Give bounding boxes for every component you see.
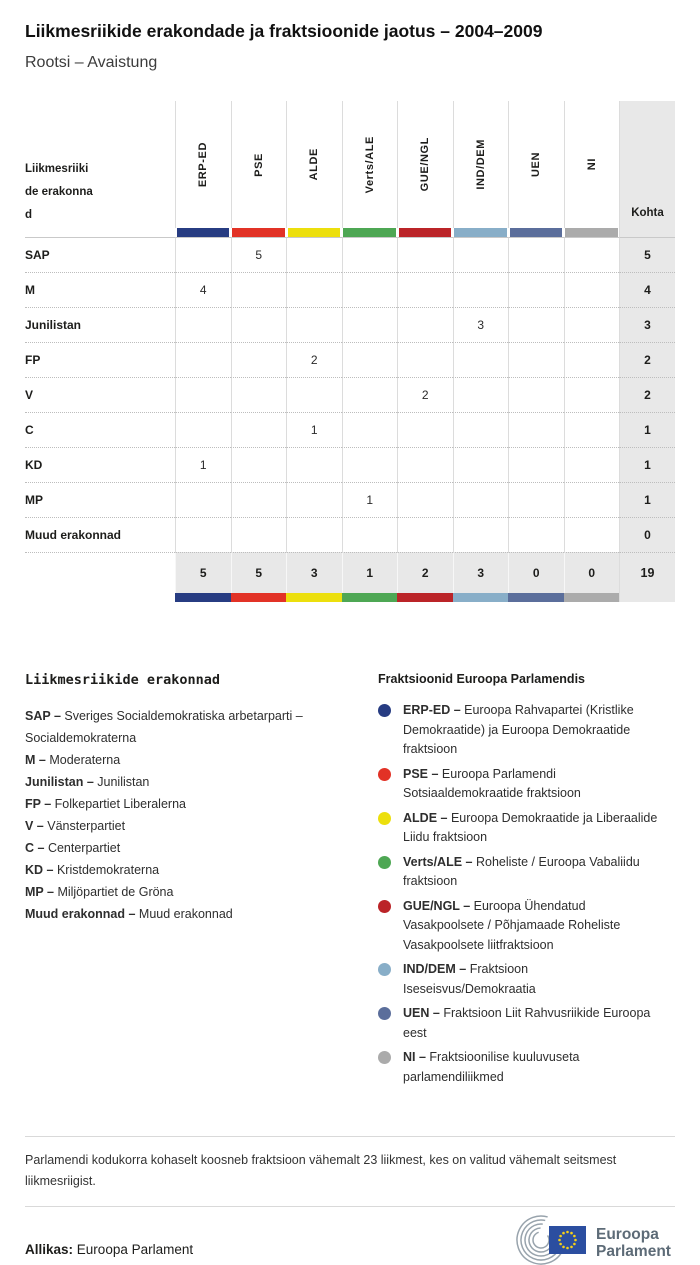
group-color-bar xyxy=(231,593,287,602)
row-seats-total: 2 xyxy=(619,377,675,412)
group-legend-text xyxy=(403,1048,661,1087)
seat-cell xyxy=(397,237,453,272)
seat-cell xyxy=(564,517,620,552)
row-seats-total: 3 xyxy=(619,307,675,342)
seat-cell xyxy=(564,272,620,307)
party-label: Junilistan xyxy=(25,307,175,342)
group-legend-term: PSE – xyxy=(403,766,439,781)
party-legend-item xyxy=(25,903,378,925)
svg-text:Euroopa: Euroopa xyxy=(596,1226,659,1243)
seat-cell xyxy=(564,482,620,517)
group-legend-text xyxy=(403,960,661,999)
row-seats-total: 2 xyxy=(619,342,675,377)
party-legend-definition: Moderaterna xyxy=(49,753,121,767)
group-legend-term: UEN – xyxy=(403,1006,440,1020)
kohta-bar-cell xyxy=(619,228,675,237)
party-legend-definition: Folkepartiet Liberalerna xyxy=(54,797,186,811)
seat-cell xyxy=(508,342,564,377)
party-legend-definition: Miljöpartiet de Gröna xyxy=(57,885,174,899)
group-color-dot xyxy=(378,768,391,781)
eu-flag-icon xyxy=(549,1226,586,1254)
group-color-dot xyxy=(378,900,391,913)
seat-cell xyxy=(175,517,231,552)
seat-cell xyxy=(397,272,453,307)
party-legend-definition: Junilistan xyxy=(97,775,150,789)
party-legend-item xyxy=(25,859,378,881)
footnote: Parlamendi kodukorra kohaselt koosneb fraktsioon vähemalt 23 liikmest, kes on valitud vähemalt seitsmest liikmesriigist. xyxy=(25,1153,617,1188)
seat-cell xyxy=(508,377,564,412)
seat-cell xyxy=(397,447,453,482)
party-legend-term: SAP – xyxy=(25,709,61,723)
seat-cell xyxy=(286,237,342,272)
group-color-bar xyxy=(510,228,563,237)
column-header-label: NI xyxy=(585,158,598,171)
seat-cell xyxy=(564,237,620,272)
kohta-header-cell xyxy=(619,101,675,228)
column-total-cell: 3 xyxy=(453,552,509,593)
column-total-cell: 0 xyxy=(508,552,564,593)
seat-cell: 1 xyxy=(342,482,398,517)
seat-cell xyxy=(175,377,231,412)
group-legend-item xyxy=(378,1048,675,1087)
group-color-bar xyxy=(399,228,452,237)
seat-cell xyxy=(508,272,564,307)
party-legend-definition: Kristdemokraterna xyxy=(56,863,160,877)
seat-cell xyxy=(286,517,342,552)
column-header-cell xyxy=(453,101,509,228)
group-color-bar xyxy=(286,593,342,602)
column-header-label: Verts/ALE xyxy=(363,135,376,194)
seat-cell: 5 xyxy=(231,237,287,272)
group-color-dot xyxy=(378,963,391,976)
column-header-label: IND/DEM xyxy=(474,139,487,190)
seat-cell xyxy=(453,517,509,552)
source-value: Euroopa Parlament xyxy=(76,1241,194,1257)
party-legend-definition: Vänsterpartiet xyxy=(47,819,126,833)
party-legend-term: C – xyxy=(25,841,45,855)
party-legend-item xyxy=(25,749,378,771)
seat-cell xyxy=(231,272,287,307)
group-legend-definition: Euroopa Demokraatide ja Liberaalide Liidu fraktsioon xyxy=(403,810,658,844)
row-seats-total: 1 xyxy=(619,447,675,482)
seat-cell xyxy=(508,447,564,482)
seat-cell xyxy=(508,237,564,272)
seat-cell xyxy=(397,342,453,377)
seat-cell xyxy=(564,412,620,447)
seat-cell xyxy=(231,412,287,447)
seat-cell xyxy=(508,307,564,342)
group-color-dot xyxy=(378,704,391,717)
source-row xyxy=(25,1215,675,1265)
group-color-bar xyxy=(508,593,564,602)
group-legend-definition: Fraktsioonilise kuuluvuseta parlamendiliikmed xyxy=(403,1050,580,1084)
group-legend-term: ERP-ED – xyxy=(403,703,461,717)
group-color-bar xyxy=(565,228,618,237)
party-label: V xyxy=(25,377,175,412)
group-color-bar-cell xyxy=(564,228,620,237)
party-legend-item xyxy=(25,881,378,903)
column-total-cell: 3 xyxy=(286,552,342,593)
seat-cell xyxy=(286,482,342,517)
group-color-bar-cell xyxy=(342,228,398,237)
totals-label-cell xyxy=(25,552,175,593)
column-header-cell xyxy=(231,101,287,228)
source-label: Allikas: xyxy=(25,1241,74,1257)
seat-cell xyxy=(286,447,342,482)
group-color-bar-cell xyxy=(397,228,453,237)
grand-total-cell: 19 xyxy=(619,552,675,593)
row-seats-total: 5 xyxy=(619,237,675,272)
seat-cell xyxy=(453,272,509,307)
seat-cell: 2 xyxy=(286,342,342,377)
row-header-cell xyxy=(25,101,175,228)
party-legend-term: MP – xyxy=(25,885,54,899)
group-legend-definition: Fraktsioon Iseseisvus/Demokraatia xyxy=(403,962,536,996)
group-legend-text xyxy=(403,809,661,848)
group-color-bar xyxy=(343,228,396,237)
seat-cell xyxy=(342,307,398,342)
seat-cell xyxy=(564,307,620,342)
group-color-dot xyxy=(378,856,391,869)
group-color-bar-cell xyxy=(453,228,509,237)
seat-cell xyxy=(397,482,453,517)
row-seats-total: 1 xyxy=(619,412,675,447)
seat-cell xyxy=(564,342,620,377)
group-color-bar-cell xyxy=(286,593,342,602)
seat-cell xyxy=(508,517,564,552)
party-legend-definition: Muud erakonnad xyxy=(138,907,233,921)
kohta-bar-cell xyxy=(619,593,675,602)
party-legend-term: Muud erakonnad – xyxy=(25,907,136,921)
column-header-label: ALDE xyxy=(308,148,321,181)
group-color-bar xyxy=(453,593,509,602)
divider-top xyxy=(25,1136,675,1137)
seat-cell xyxy=(564,447,620,482)
group-color-bar-cell xyxy=(231,593,287,602)
seat-cell xyxy=(564,377,620,412)
party-label: Muud erakonnad xyxy=(25,517,175,552)
seat-cell xyxy=(453,342,509,377)
seat-cell xyxy=(231,447,287,482)
seat-cell xyxy=(453,447,509,482)
column-header-cell xyxy=(286,101,342,228)
row-seats-total: 0 xyxy=(619,517,675,552)
group-legend-term: IND/DEM – xyxy=(403,962,467,976)
seats-table xyxy=(25,101,675,602)
seat-cell xyxy=(175,482,231,517)
group-color-bar xyxy=(175,593,231,602)
seat-cell xyxy=(231,377,287,412)
seat-cell xyxy=(342,412,398,447)
seat-cell xyxy=(342,237,398,272)
seat-cell xyxy=(231,482,287,517)
column-header-label: ERP-ED xyxy=(197,141,210,188)
row-seats-total: 4 xyxy=(619,272,675,307)
divider-bottom xyxy=(25,1206,675,1207)
party-label: FP xyxy=(25,342,175,377)
seat-cell xyxy=(397,412,453,447)
seat-cell xyxy=(453,412,509,447)
group-color-bar-cell xyxy=(508,593,564,602)
legend-parties-heading: Liikmesriikide erakonnad xyxy=(25,672,221,688)
column-header-label: GUE/NGL xyxy=(419,137,432,192)
group-legend-term: ALDE – xyxy=(403,810,448,825)
seat-cell xyxy=(397,307,453,342)
group-color-bar-cell xyxy=(453,593,509,602)
column-header-cell xyxy=(342,101,398,228)
party-legend-item xyxy=(25,837,378,859)
column-total-cell: 5 xyxy=(231,552,287,593)
party-label: MP xyxy=(25,482,175,517)
seat-cell: 1 xyxy=(286,412,342,447)
column-header-cell xyxy=(564,101,620,228)
seat-cell: 3 xyxy=(453,307,509,342)
group-legend-text xyxy=(403,897,661,956)
group-color-bar xyxy=(342,593,398,602)
group-legend-text xyxy=(403,701,661,760)
group-legend-text xyxy=(403,765,661,804)
seat-cell xyxy=(342,447,398,482)
group-legend-definition: Roheliste / Euroopa Vabaliidu fraktsioon xyxy=(403,854,640,888)
seat-cell xyxy=(231,517,287,552)
group-color-dot xyxy=(378,1051,391,1064)
group-color-bar xyxy=(232,228,285,237)
party-legend-term: KD – xyxy=(25,863,54,877)
seat-cell xyxy=(175,342,231,377)
bar-row-spacer xyxy=(25,228,175,237)
seat-cell xyxy=(453,237,509,272)
page-subtitle: Rootsi – Avaistung xyxy=(25,54,158,71)
seat-cell: 2 xyxy=(397,377,453,412)
group-legend-definition: Euroopa Parlamendi Sotsiaaldemokraatide fraktsioon xyxy=(403,766,581,800)
party-legend-term: Junilistan – xyxy=(25,775,94,789)
party-label: KD xyxy=(25,447,175,482)
legend xyxy=(25,672,675,1092)
group-color-bar xyxy=(397,593,453,602)
group-legend-term: GUE/NGL – xyxy=(403,898,471,913)
group-color-dot xyxy=(378,812,391,825)
party-legend-item xyxy=(25,771,378,793)
page-title: Liikmesriikide erakondade ja fraktsioonide jaotus – 2004–2009 xyxy=(25,21,543,41)
legend-groups-list xyxy=(378,701,675,1087)
group-legend-definition: Euroopa Rahvapartei (Kristlike Demokraatide) ja Euroopa Demokraatide fraktsioon xyxy=(403,703,634,756)
party-label: C xyxy=(25,412,175,447)
seat-cell xyxy=(508,412,564,447)
group-legend-definition: Euroopa Ühendatud Vasakpoolsete / Põhjamaade Roheliste Vasakpoolsete liitfraktsioon xyxy=(403,898,621,952)
group-legend-item xyxy=(378,1004,675,1043)
column-header-cell xyxy=(397,101,453,228)
source-text xyxy=(25,1224,193,1257)
party-legend-term: FP – xyxy=(25,797,52,811)
group-color-bar-cell xyxy=(175,593,231,602)
group-color-dot xyxy=(378,1007,391,1020)
column-header-cell xyxy=(508,101,564,228)
group-legend-definition: Fraktsioon Liit Rahvusriikide Euroopa eest xyxy=(403,1006,651,1040)
seat-cell: 4 xyxy=(175,272,231,307)
group-color-bar xyxy=(564,593,620,602)
column-total-cell: 1 xyxy=(342,552,398,593)
legend-parties xyxy=(25,672,378,1092)
group-legend-term: Verts/ALE – xyxy=(403,854,473,869)
party-legend-term: V – xyxy=(25,819,44,833)
party-label: SAP xyxy=(25,237,175,272)
party-legend-item xyxy=(25,705,378,749)
party-legend-item xyxy=(25,815,378,837)
group-legend-text xyxy=(403,853,661,892)
group-color-bar-cell xyxy=(175,228,231,237)
group-color-bar xyxy=(454,228,507,237)
group-color-bar-cell xyxy=(564,593,620,602)
bar-row-spacer xyxy=(25,593,175,602)
column-total-cell: 0 xyxy=(564,552,620,593)
party-legend-item xyxy=(25,793,378,815)
group-legend-text xyxy=(403,1004,661,1043)
european-parliament-logo xyxy=(505,1215,675,1265)
seat-cell xyxy=(342,272,398,307)
party-legend-term: M – xyxy=(25,753,46,767)
column-header-label: UEN xyxy=(530,151,543,178)
group-color-bar xyxy=(177,228,230,237)
column-header-cell xyxy=(175,101,231,228)
seat-cell xyxy=(175,237,231,272)
group-color-bar-cell xyxy=(397,593,453,602)
seat-cell xyxy=(286,377,342,412)
logo-text xyxy=(596,1226,671,1260)
group-legend-item xyxy=(378,809,675,848)
group-color-bar-cell xyxy=(286,228,342,237)
legend-groups-heading: Fraktsioonid Euroopa Parlamendis xyxy=(378,672,585,686)
group-legend-item xyxy=(378,765,675,804)
column-total-cell: 5 xyxy=(175,552,231,593)
seat-cell xyxy=(286,307,342,342)
group-legend-item xyxy=(378,853,675,892)
seat-cell xyxy=(175,412,231,447)
seat-cell xyxy=(453,377,509,412)
group-legend-item xyxy=(378,960,675,999)
seat-cell xyxy=(342,377,398,412)
seat-cell xyxy=(342,517,398,552)
column-header-label: PSE xyxy=(252,152,265,177)
seat-cell xyxy=(453,482,509,517)
kohta-header-label: Kohta xyxy=(631,207,664,219)
row-header-label: Liikmesriikide erakonnad xyxy=(25,163,93,221)
seat-cell xyxy=(286,272,342,307)
group-legend-item xyxy=(378,701,675,760)
seat-cell xyxy=(231,307,287,342)
svg-text:Parlament: Parlament xyxy=(596,1243,671,1260)
legend-parties-list xyxy=(25,705,378,925)
party-legend-definition: Sveriges Socialdemokratiska arbetarparti – Socialdemokraterna xyxy=(25,709,303,745)
seat-cell: 1 xyxy=(175,447,231,482)
group-legend-item xyxy=(378,897,675,956)
group-color-bar-cell xyxy=(342,593,398,602)
column-total-cell: 2 xyxy=(397,552,453,593)
party-label: M xyxy=(25,272,175,307)
group-color-bar-cell xyxy=(231,228,287,237)
group-color-bar-cell xyxy=(508,228,564,237)
seat-cell xyxy=(342,342,398,377)
group-color-bar xyxy=(288,228,341,237)
seat-cell xyxy=(397,517,453,552)
row-seats-total: 1 xyxy=(619,482,675,517)
seat-cell xyxy=(231,342,287,377)
seat-cell xyxy=(508,482,564,517)
seat-cell xyxy=(175,307,231,342)
group-legend-term: NI – xyxy=(403,1050,426,1064)
legend-groups xyxy=(378,672,675,1092)
party-legend-definition: Centerpartiet xyxy=(47,841,121,855)
